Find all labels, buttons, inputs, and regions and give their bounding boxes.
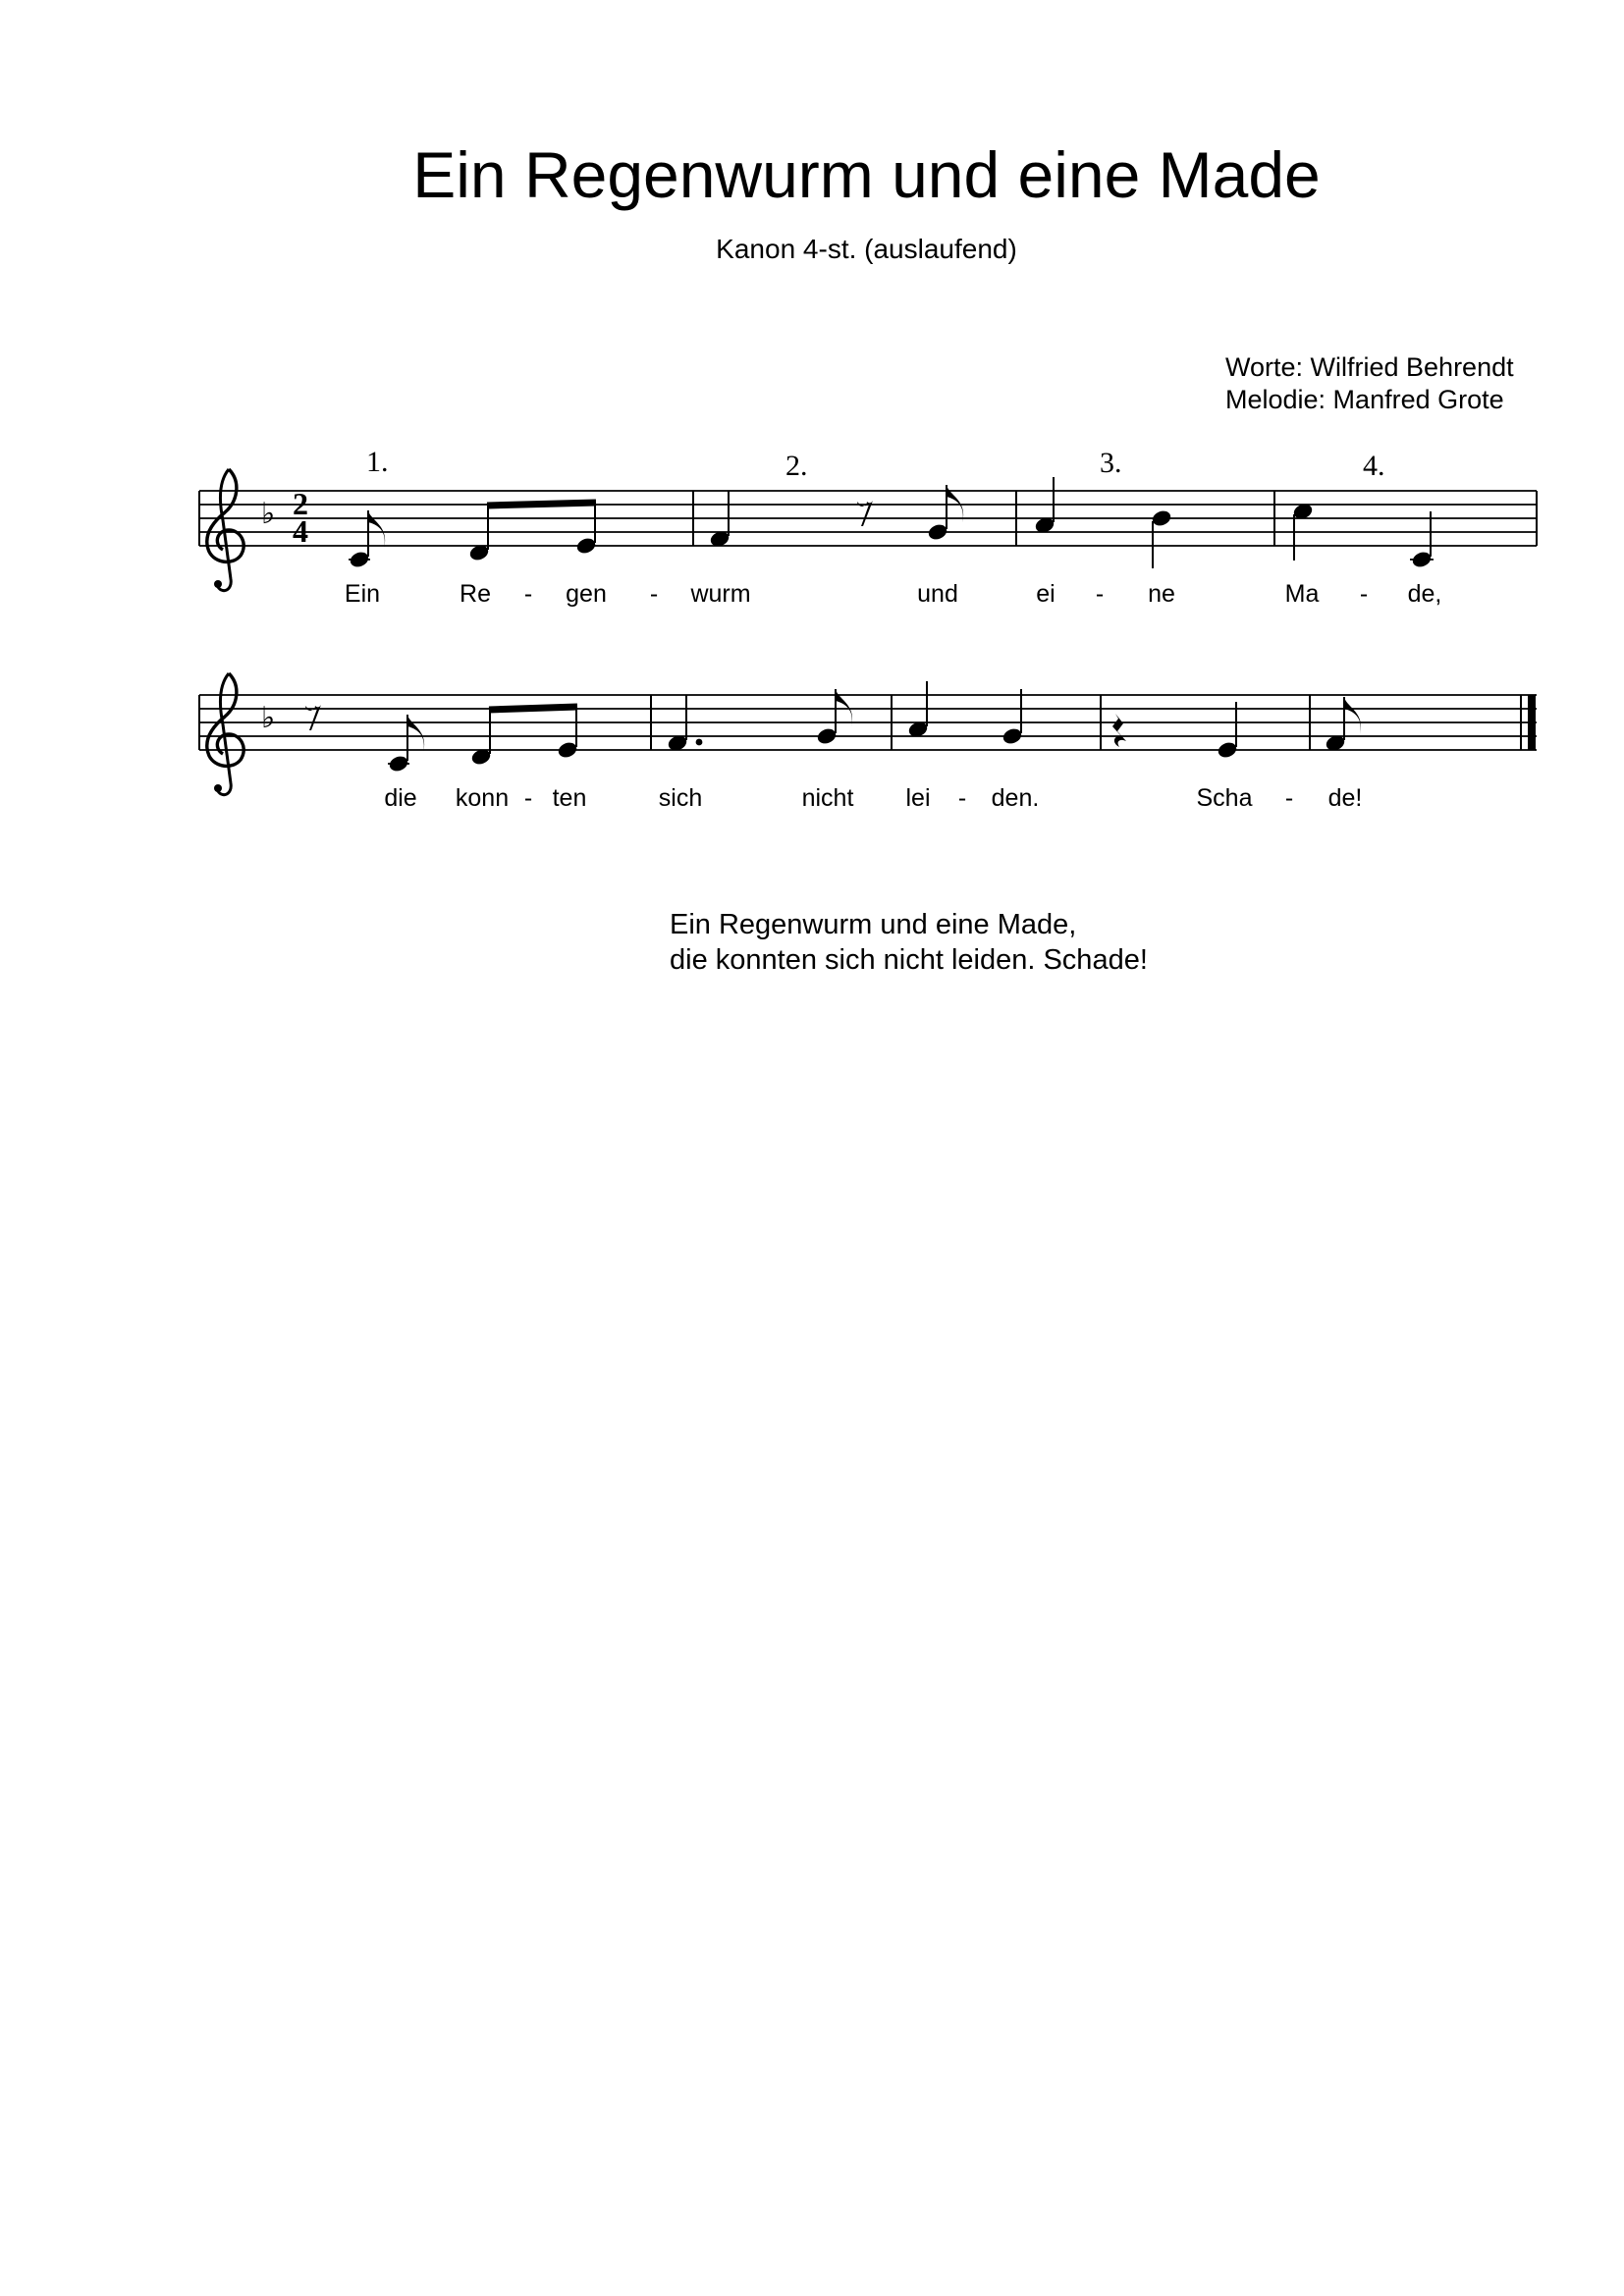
lyric-syllable: lei	[905, 784, 931, 812]
note-c4	[1410, 511, 1434, 569]
lyric-hyphen: -	[1284, 784, 1294, 812]
lyric-syllable: nicht	[801, 784, 854, 812]
lyric-syllable: konn	[455, 784, 510, 812]
lyrics-line-2: die konnten sich nicht leiden. Schade!	[670, 944, 1148, 976]
note-f4	[709, 491, 731, 549]
note-g4	[816, 689, 853, 746]
lyric-syllable: den.	[991, 784, 1040, 812]
lyric-hyphen: -	[1359, 580, 1369, 608]
lyric-hyphen: -	[957, 784, 967, 812]
lyric-syllable: de,	[1407, 580, 1442, 608]
lyric-hyphen: -	[1095, 580, 1105, 608]
treble-clef-icon	[207, 673, 244, 795]
lyric-hyphen: -	[649, 580, 659, 608]
note-d4	[468, 505, 491, 562]
lyric-syllable: ten	[552, 784, 587, 812]
lyric-syllable: ei	[1036, 580, 1056, 608]
note-e4	[1217, 702, 1239, 760]
melody-credit: Melodie: Manfred Grote	[1225, 385, 1504, 414]
note-a4	[1034, 477, 1056, 535]
note-a4	[907, 681, 930, 739]
flat-key-signature-icon: ♭	[261, 702, 276, 734]
note-e4	[557, 707, 579, 760]
lyric-syllable: de!	[1327, 784, 1363, 812]
lyric-syllable: Scha	[1196, 784, 1253, 812]
canon-entry-4: 4.	[1363, 450, 1385, 482]
note-g4	[1001, 689, 1024, 746]
note-c5	[1292, 502, 1315, 561]
words-credit: Worte: Wilfried Behrendt	[1225, 352, 1514, 382]
time-signature-numerator: 2	[293, 486, 308, 521]
quarter-rest-icon	[1112, 714, 1126, 747]
flat-key-signature-icon: ♭	[261, 498, 276, 530]
treble-clef-icon	[207, 469, 244, 591]
staff-system-1	[199, 446, 1537, 608]
lyric-hyphen: -	[523, 580, 533, 608]
note-d4	[470, 709, 493, 767]
lyric-syllable: wurm	[690, 580, 751, 608]
note-e4	[575, 503, 598, 556]
note-c4	[349, 510, 386, 569]
note-c4	[388, 715, 425, 774]
time-signature-denominator: 4	[293, 513, 308, 549]
lyric-syllable: gen	[566, 580, 607, 608]
song-subtitle: Kanon 4-st. (auslaufend)	[716, 234, 1017, 264]
final-barline	[1528, 695, 1536, 750]
lyric-syllable: sich	[658, 784, 703, 812]
beam	[489, 707, 577, 710]
lyrics-line-1: Ein Regenwurm und eine Made,	[670, 909, 1077, 940]
canon-entry-3: 3.	[1100, 447, 1122, 479]
canon-entry-1: 1.	[366, 446, 389, 478]
lyric-syllable: ne	[1148, 580, 1175, 608]
lyric-syllable: die	[384, 784, 417, 812]
note-g4	[927, 485, 964, 542]
music-score	[0, 0, 1624, 883]
lyric-syllable: Re	[460, 580, 491, 608]
lyric-syllable: und	[917, 580, 958, 608]
canon-entry-2: 2.	[785, 450, 808, 482]
song-title: Ein Regenwurm und eine Made	[412, 138, 1321, 211]
lyrics-text-block	[670, 907, 1148, 978]
note-bb4	[1151, 508, 1173, 568]
staff-system-2	[199, 673, 1537, 812]
lyric-hyphen: -	[523, 784, 533, 812]
beam	[487, 503, 596, 506]
lyric-syllable: Ein	[344, 580, 381, 608]
lyric-syllable: Ma	[1284, 580, 1320, 608]
note-f4-dotted	[667, 695, 703, 753]
note-f4	[1325, 697, 1362, 753]
